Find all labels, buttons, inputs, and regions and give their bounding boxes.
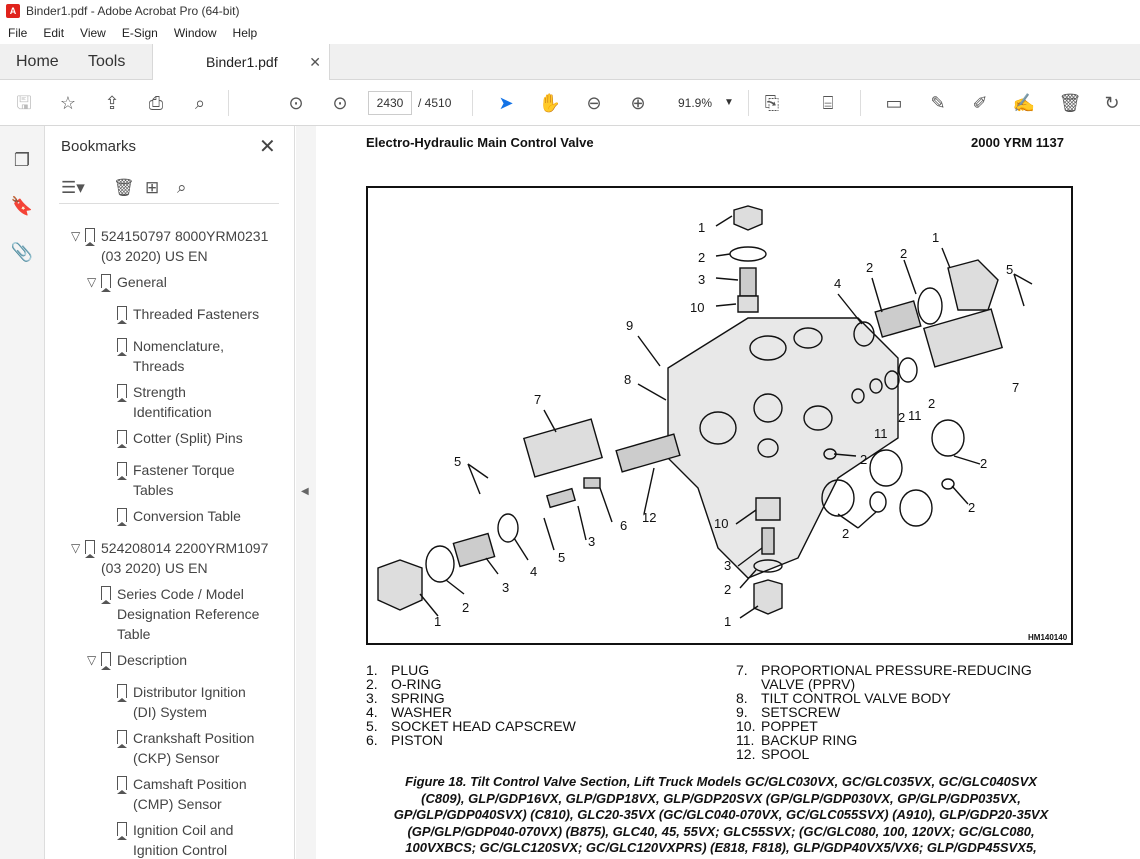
bookmark-icon <box>117 776 127 790</box>
pages-thumbnail-icon[interactable]: ❐ <box>13 150 31 170</box>
star-icon[interactable]: ☆ <box>59 93 77 113</box>
menu-file[interactable]: File <box>8 26 28 40</box>
legend-text: WASHER <box>391 704 452 720</box>
menu-edit[interactable]: Edit <box>43 26 65 40</box>
valve-diagram <box>368 188 1071 643</box>
bookmark-item[interactable] <box>133 336 224 376</box>
legend-text: PLUG <box>391 662 430 678</box>
bookmark-icon <box>117 730 127 744</box>
left-rail <box>0 126 45 859</box>
menu-view[interactable]: View <box>80 26 106 40</box>
callout-label: 2 <box>698 250 706 265</box>
attachment-icon[interactable]: 📎 <box>10 242 34 262</box>
bookmark-icon <box>117 684 127 698</box>
zoom-select[interactable] <box>668 91 744 115</box>
bookmark-label: Nomenclature, <box>133 338 225 354</box>
panel-collapse-handle[interactable] <box>296 126 316 859</box>
tab-document-label: Binder1.pdf <box>206 54 278 70</box>
callout-label: 1 <box>724 614 732 629</box>
delete-bookmark-icon[interactable]: 🗑 <box>113 178 135 197</box>
delete-icon[interactable]: 🗑 <box>1058 93 1082 113</box>
rotate-icon[interactable]: ↻ <box>1104 93 1120 113</box>
bookmark-label: Designation Reference <box>117 606 260 622</box>
new-bookmark-icon[interactable]: ⊞ <box>145 178 160 197</box>
window-title: Binder1.pdf - Adobe Acrobat Pro (64-bit) <box>26 4 240 18</box>
bookmarks-toolbar <box>59 176 279 204</box>
tab-document[interactable] <box>152 44 330 81</box>
callout-label: 2 <box>900 246 908 261</box>
caption-line: (GP/GLP/GDP040-070VX) (B875), GLC40, 45, 55VX; GLC55SVX; (GC/GLC080, 100, 120VX; GC/GLC080, <box>407 823 1035 839</box>
hand-tool-icon[interactable]: ✋ <box>538 93 562 113</box>
bookmark-icon <box>85 540 95 554</box>
toolbar-divider <box>472 90 473 116</box>
callout-label: 2 <box>980 456 988 471</box>
bookmark-label: Ignition Coil and <box>133 822 234 838</box>
bookmark-item[interactable] <box>133 774 247 814</box>
page-up-icon[interactable]: ⊙ <box>288 93 304 113</box>
bookmark-label: Cotter (Split) Pins <box>133 430 243 446</box>
toolbar-divider <box>228 90 229 116</box>
bookmark-item[interactable] <box>133 682 246 722</box>
bookmark-label: Series Code / Model <box>117 586 244 602</box>
bookmark-label: General <box>117 274 167 290</box>
tab-home[interactable]: Home <box>16 53 59 70</box>
exploded-valve-figure <box>366 186 1073 645</box>
legend-number: 7. <box>736 662 748 678</box>
bookmark-item[interactable] <box>133 728 254 768</box>
callout-label: 3 <box>698 272 706 287</box>
bookmark-item[interactable] <box>71 538 269 578</box>
bookmark-label: 524208014 2200YRM1097 <box>101 540 269 556</box>
callout-label: 1 <box>932 230 940 245</box>
legend-number: 1. <box>366 662 378 678</box>
callout-label: 5 <box>558 550 566 565</box>
callout-label: 2 <box>724 582 732 597</box>
callout-label: 2 <box>860 452 868 467</box>
bookmark-label: Table <box>117 626 151 642</box>
bookmark-label: (CKP) Sensor <box>133 750 220 766</box>
menu-help[interactable]: Help <box>232 26 258 40</box>
page-total: / 4510 <box>418 96 452 110</box>
legend-text: SETSCREW <box>761 704 841 720</box>
callout-label: 4 <box>530 564 538 579</box>
bookmark-icon <box>117 430 127 444</box>
callout-label: 3 <box>502 580 510 595</box>
callout-label: 3 <box>588 534 596 549</box>
legend-text: VALVE (PPRV) <box>761 676 856 692</box>
bookmark-icon <box>117 822 127 836</box>
page-header-code: 2000 YRM 1137 <box>971 135 1064 150</box>
legend-text: SOCKET HEAD CAPSCREW <box>391 718 576 734</box>
caption-line: 100VXBCS; GC/GLC120SVX; GC/GLC120VXPRS) (E818, F818), GLP/GDP40VX5/VX6; GLP/GDP45SVX5, <box>405 840 1037 855</box>
legend-number: 4. <box>366 704 378 720</box>
main-toolbar <box>0 80 1140 126</box>
callout-label: 9 <box>626 318 634 333</box>
sign-icon[interactable]: ✍ <box>1012 93 1036 113</box>
bookmark-label: Identification <box>133 404 212 420</box>
caption-line: GP/GLP/GDP040SVX) (C810), GLC20-35VX (GC/GLC040-070VX, GC/GLC055SVX) (A910), GLP/GDP20-35VX <box>393 807 1049 822</box>
document-page <box>316 126 1140 859</box>
callout-label: 11 <box>874 426 888 441</box>
close-tab-icon[interactable]: ✕ <box>309 54 321 70</box>
callout-label: 2 <box>898 410 906 425</box>
bookmark-list <box>55 222 275 859</box>
page-number-input[interactable]: 2430 <box>368 91 412 115</box>
chevron-down-icon[interactable]: ▽ <box>87 275 97 289</box>
bookmark-icon <box>101 652 111 666</box>
bookmark-label: Tables <box>133 482 174 498</box>
bookmark-label: (03 2020) US EN <box>101 560 208 576</box>
title-bar <box>0 0 1140 22</box>
callout-label: 6 <box>620 518 628 533</box>
callout-label: 11 <box>908 408 922 423</box>
callout-label: 2 <box>928 396 936 411</box>
tab-bar <box>0 44 1140 80</box>
bookmark-label: (DI) System <box>133 704 207 720</box>
bookmark-icon <box>117 462 127 476</box>
draw-tool-icon[interactable]: ✐ <box>972 93 988 113</box>
bookmark-label: (03 2020) US EN <box>101 248 208 264</box>
caption-line: (C809), GLP/GDP16VX, GLP/GDP18VX, GLP/GDP20SVX (GP/GLP/GDP030VX, GP/GLP/GDP035VX, <box>421 790 1021 806</box>
bookmark-icon <box>117 306 127 320</box>
bookmarks-title: Bookmarks <box>61 138 137 155</box>
page-fit-icon[interactable]: ⎘ <box>764 93 780 113</box>
bookmark-label: Ignition Control <box>133 842 228 858</box>
bookmark-item[interactable] <box>133 460 235 500</box>
page-header-title: Electro-Hydraulic Main Control Valve <box>366 135 594 150</box>
parts-legend-right <box>736 663 1076 767</box>
caption-line: Figure 18. Tilt Control Valve Section, Lift Truck Models GC/GLC030VX, GC/GLC035VX, GC/GLC040SVX <box>405 774 1037 789</box>
callout-label: 8 <box>624 372 632 387</box>
callout-label: 10 <box>690 300 705 315</box>
callout-label: 2 <box>866 260 874 275</box>
bookmark-label: 524150797 8000YRM0231 <box>101 228 269 244</box>
bookmark-panel-icon[interactable]: 🔖 <box>10 196 34 216</box>
callout-label: 7 <box>1012 380 1020 395</box>
legend-text: SPRING <box>391 690 445 706</box>
zoom-value: 91.9% <box>678 96 713 110</box>
bookmark-label: Description <box>117 652 188 668</box>
legend-text: SPOOL <box>761 746 810 762</box>
zoom-in-icon[interactable]: ⊕ <box>630 93 646 113</box>
zoom-out-icon[interactable]: ⊖ <box>586 93 602 113</box>
callout-label: 4 <box>834 276 842 291</box>
legend-text: PISTON <box>391 732 443 748</box>
bookmark-item[interactable] <box>117 584 259 644</box>
bookmark-label: Threads <box>133 358 185 374</box>
callout-label: 12 <box>642 510 657 525</box>
bookmark-label: Fastener Torque <box>133 462 235 478</box>
callout-label: 3 <box>724 558 732 573</box>
callout-label: 10 <box>714 516 729 531</box>
callout-label: 5 <box>1006 262 1014 277</box>
legend-number: 8. <box>736 690 748 706</box>
bookmark-item[interactable] <box>87 650 188 670</box>
bookmark-label: Strength <box>133 384 186 400</box>
bookmark-item[interactable] <box>133 304 259 324</box>
bookmark-label: Distributor Ignition <box>133 684 246 700</box>
bookmark-icon <box>101 586 111 600</box>
search-zoom-icon[interactable]: ⌕ <box>194 93 206 113</box>
callout-label: 5 <box>454 454 462 469</box>
tab-tools[interactable]: Tools <box>88 53 126 70</box>
bookmark-item[interactable] <box>71 226 269 266</box>
bookmark-icon <box>117 384 127 398</box>
print-icon[interactable]: ⎙ <box>148 93 164 113</box>
legend-number: 11. <box>736 732 755 748</box>
toolbar-divider <box>748 90 749 116</box>
bookmark-item[interactable] <box>87 272 167 292</box>
bookmark-label: Threaded Fasteners <box>133 306 260 322</box>
scroll-mode-icon[interactable]: ⌸ <box>822 93 834 113</box>
bookmark-label: Camshaft Position <box>133 776 247 792</box>
bookmark-search-icon[interactable]: ⌕ <box>177 178 187 197</box>
legend-number: 10. <box>736 718 756 734</box>
legend-number: 5. <box>366 718 378 734</box>
legend-number: 12. <box>736 746 756 762</box>
chevron-down-icon[interactable]: ▽ <box>71 541 81 555</box>
chevron-down-icon[interactable]: ▽ <box>71 229 81 243</box>
acrobat-app-icon: A <box>6 4 20 18</box>
upload-cloud-icon[interactable]: ⇪ <box>104 93 120 113</box>
comment-icon[interactable]: ▭ <box>885 93 903 113</box>
chevron-down-icon: ▼ <box>724 97 734 108</box>
close-panel-icon[interactable]: ✕ <box>259 136 276 158</box>
save-icon[interactable]: 🖫 <box>16 93 32 113</box>
bookmark-label: Crankshaft Position <box>133 730 255 746</box>
menu-bar <box>0 22 1140 44</box>
figure-id: HM140140 <box>1028 633 1068 642</box>
bookmark-item[interactable] <box>133 820 233 859</box>
bookmark-label: Conversion Table <box>133 508 241 524</box>
menu-esign[interactable]: E-Sign <box>121 26 158 40</box>
legend-number: 9. <box>736 704 748 720</box>
legend-text: POPPET <box>761 718 818 734</box>
callout-label: 2 <box>462 600 470 615</box>
callout-label: 2 <box>968 500 976 515</box>
bookmark-label: (CMP) Sensor <box>133 796 222 812</box>
legend-number: 3. <box>366 690 378 706</box>
callout-label: 1 <box>698 220 706 235</box>
bookmark-item[interactable] <box>133 506 241 526</box>
parts-legend-left <box>366 663 666 753</box>
chevron-down-icon[interactable]: ▽ <box>87 653 97 667</box>
legend-text: PROPORTIONAL PRESSURE-REDUCING <box>761 662 1032 678</box>
bookmark-item[interactable] <box>133 428 243 448</box>
toolbar-divider <box>860 90 861 116</box>
bookmark-icon <box>85 228 95 242</box>
bookmark-icon <box>117 508 127 522</box>
figure-caption <box>366 774 1076 857</box>
bookmark-item[interactable] <box>133 382 212 422</box>
page-down-icon[interactable]: ⊙ <box>332 93 348 113</box>
options-menu-icon[interactable]: ☰▾ <box>61 178 85 197</box>
bookmarks-panel <box>45 126 295 859</box>
bookmark-icon <box>101 274 111 288</box>
menu-window[interactable]: Window <box>173 26 217 40</box>
bookmark-icon <box>117 338 127 352</box>
highlight-pen-icon[interactable]: ✎ <box>930 93 946 113</box>
chevron-left-icon[interactable]: ◀ <box>301 486 309 497</box>
legend-text: TILT CONTROL VALVE BODY <box>761 690 951 706</box>
legend-number: 6. <box>366 732 378 748</box>
callout-label: 1 <box>434 614 442 629</box>
legend-number: 2. <box>366 676 378 692</box>
select-cursor-icon[interactable]: ➤ <box>498 93 514 113</box>
callout-label: 2 <box>842 526 850 541</box>
legend-text: BACKUP RING <box>761 732 858 748</box>
legend-text: O-RING <box>391 676 442 692</box>
callout-label: 7 <box>534 392 542 407</box>
